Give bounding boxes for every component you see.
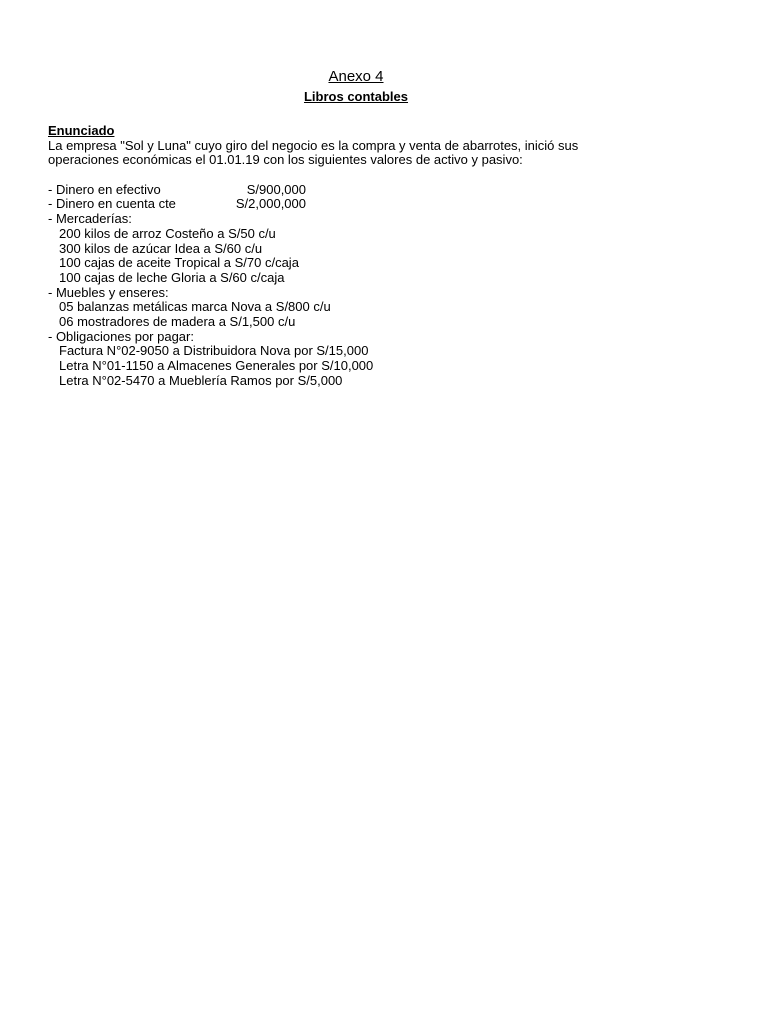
bank-amount: S/2,000,000 xyxy=(235,196,306,212)
blank-line xyxy=(48,168,688,183)
document-subtitle: Libros contables xyxy=(303,89,409,104)
cash-row xyxy=(48,183,688,198)
bank-label: - Dinero en cuenta cte xyxy=(48,196,176,212)
merchandise-label: - Mercaderías: xyxy=(48,211,132,227)
obligation-item: Factura N°02-9050 a Distribuidora Nova por S/15,000 xyxy=(59,343,369,359)
merchandise-item: 300 kilos de azúcar Idea a S/60 c/u xyxy=(59,240,263,256)
furniture-label: - Muebles y enseres: xyxy=(48,284,169,300)
section-heading: Enunciado xyxy=(48,123,115,138)
cash-amount: S/900,000 xyxy=(246,181,306,197)
merchandise-item: 100 cajas de leche Gloria a S/60 c/caja xyxy=(59,269,285,285)
document-title: Anexo 4 xyxy=(328,68,384,85)
cash-label: - Dinero en efectivo xyxy=(48,181,161,197)
merchandise-item: 200 kilos de arroz Costeño a S/50 c/u xyxy=(59,225,276,241)
merchandise-item: 100 cajas de aceite Tropical a S/70 c/caja xyxy=(59,255,299,271)
paragraph-line: operaciones económicas el 01.01.19 con los siguientes valores de activo y pasivo: xyxy=(48,152,523,168)
paragraph-line: La empresa "Sol y Luna" cuyo giro del negocio es la compra y venta de abarrotes, inició sus xyxy=(48,137,579,153)
obligation-item: Letra N°02-5470 a Mueblería Ramos por S/5,000 xyxy=(59,372,343,388)
furniture-item: 06 mostradores de madera a S/1,500 c/u xyxy=(59,313,296,329)
obligation-item: Letra N°01-1150 a Almacenes Generales por S/10,000 xyxy=(59,358,374,374)
bank-row xyxy=(48,197,688,212)
furniture-item: 05 balanzas metálicas marca Nova a S/800 c/u xyxy=(59,299,331,315)
document-content xyxy=(48,124,688,388)
obligations-label: - Obligaciones por pagar: xyxy=(48,328,194,344)
